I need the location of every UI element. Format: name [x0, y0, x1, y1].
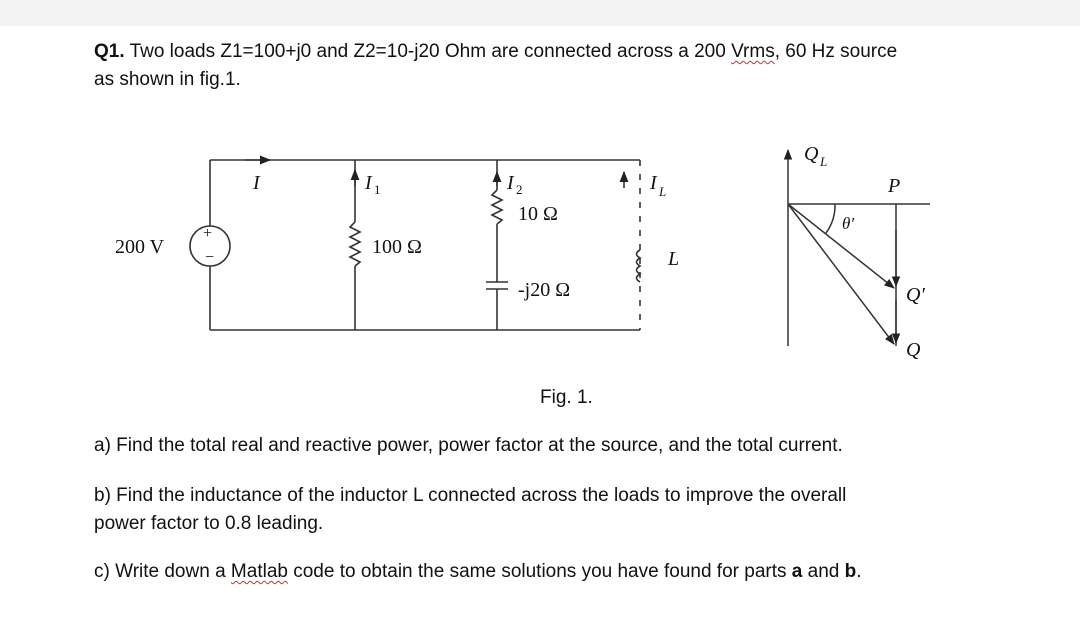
- current-I2-label: I: [507, 172, 514, 194]
- resistor-100-label: 100 Ω: [372, 236, 422, 258]
- part-c-before: c) Write down a: [94, 561, 231, 582]
- part-c-bold-b: b: [844, 561, 857, 582]
- part-b: [94, 482, 1054, 538]
- phasor-labels: [804, 143, 925, 361]
- current-I2-sub: 2: [516, 182, 523, 197]
- current-I1-label: I: [365, 172, 372, 194]
- part-c-and: and: [802, 561, 845, 582]
- ql-label: Q: [804, 143, 819, 165]
- resistor-10-ohm: [492, 190, 502, 224]
- question-body-2: , 60 Hz source: [774, 41, 898, 62]
- circuit-labels: [115, 172, 679, 301]
- source-plus: +: [203, 225, 213, 242]
- resistor-10-label: 10 Ω: [518, 203, 558, 225]
- part-a: a) Find the total real and reactive power, power factor at the source, and the total current.: [94, 435, 843, 456]
- s-prime-phasor: [788, 204, 894, 288]
- ql-sub: L: [820, 154, 828, 169]
- part-c-middle: code to obtain the same solutions you have found for parts: [287, 561, 792, 582]
- theta-label: θ′: [842, 214, 855, 233]
- source-minus: −: [205, 249, 215, 266]
- s-phasor: [788, 204, 894, 344]
- current-I-label: I: [253, 172, 260, 194]
- capacitor-label: -j20 Ω: [518, 279, 571, 301]
- theta-arc: [826, 204, 835, 233]
- phasor-diagram: [788, 150, 930, 346]
- question-body-line2: as shown in fig.1.: [94, 69, 241, 90]
- vrms-word: Vrms: [731, 41, 775, 62]
- question-body-1: Two loads Z1=100+j0 and Z2=10-j20 Ohm are connected across a 200: [129, 41, 732, 62]
- part-b-line2: power factor to 0.8 leading.: [94, 513, 324, 534]
- inductor-label: L: [668, 248, 680, 270]
- figure-caption: Fig. 1.: [540, 387, 593, 408]
- source-label: 200 V: [115, 236, 165, 258]
- current-I1-sub: 1: [374, 182, 381, 197]
- part-c: [94, 558, 1054, 586]
- part-c-end: .: [856, 561, 862, 582]
- qprime-label: Q′: [906, 284, 925, 306]
- current-IL-sub: L: [659, 184, 667, 199]
- question-number: Q1.: [94, 41, 125, 62]
- q-label: Q: [906, 339, 921, 361]
- part-b-line1: b) Find the inductance of the inductor L connected across the loads to improve the overall: [94, 485, 847, 506]
- p-label: P: [888, 175, 901, 197]
- resistor-100-ohm: [350, 222, 360, 266]
- current-IL-label: I: [650, 172, 657, 194]
- part-c-bold-a: a: [791, 561, 803, 582]
- matlab-word: Matlab: [230, 561, 288, 582]
